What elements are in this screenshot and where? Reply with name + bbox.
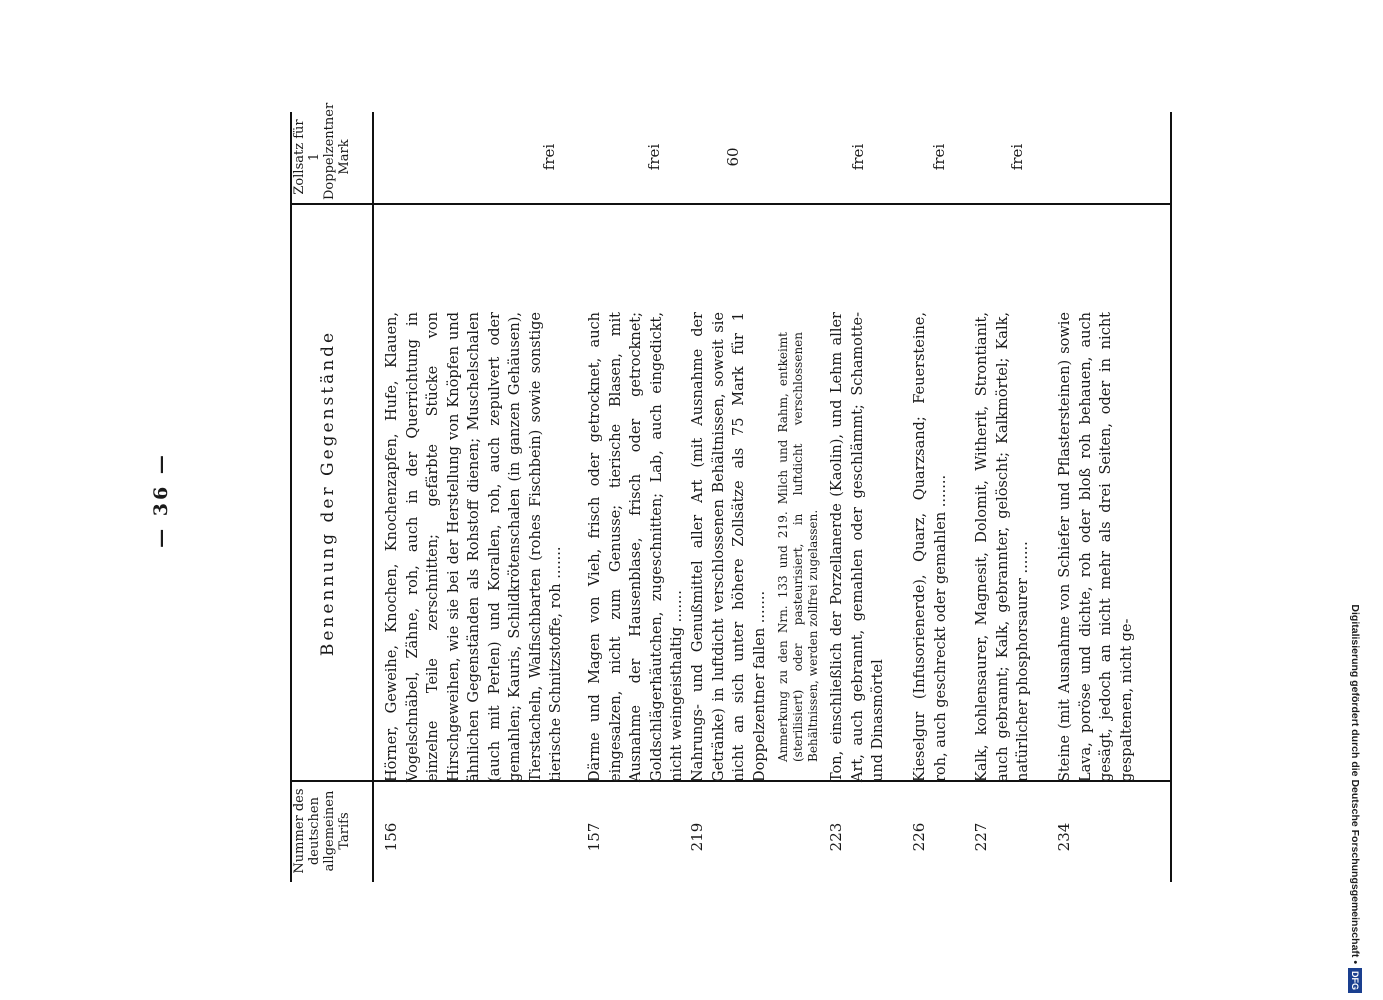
row-rate: frei: [540, 143, 558, 171]
row-text: Kieselgur (Infusorienerde), Quarz, Quarzsand; Feuersteine, roh, auch geschreckt oder gemahlen .......: [912, 312, 949, 782]
table-top-rule: [290, 112, 292, 882]
row-text: Hörner, Geweihe, Knochen, Knochenzapfen, Hufe, Klauen, Vogelschnäbel, Zähne, roh, auch in der Querrichtung in einzelne Teile zerschnitten; gefärbte Stücke von Hirschgeweihen, wie sie bei der Herstellung von Knöpfen und ähnlichen Gegenständen als Rohstoff dienen; Muschelschalen (auch mit Perlen) und Korallen, roh, auch zepulvert oder gemahlen; Kauris, Schildkrötenschalen (in ganzen Gehäusen), Tierstacheln, Walfischbarten (rohes Fischbein) sowie sonstige tierische Schnitzstoffe, roh .......: [384, 312, 564, 782]
row-text: Nahrungs- und Genußmittel aller Art (mit Ausnahme der Getränke) in luftdicht verschlossenen Behältnissen, soweit sie nicht an sich unter höhere Zollsätze als 75 Mark für 1 Doppelzentner fallen ....... Anmerkung zu den Nrn. 133 und 219. Milch und Rahm, entkeimt (sterilisiert) oder pasteurisiert, in luftdicht verschlossenen Behältnissen, werden zollfrei zugelassen.: [690, 312, 820, 782]
row-number: 234: [1055, 822, 1073, 852]
table-header-rule: [372, 112, 374, 882]
dfg-logo: DFG: [1348, 968, 1362, 993]
page-number: — 36 —: [150, 452, 172, 548]
row-number: 219: [688, 822, 706, 852]
row-text: Steine (mit Ausnahme von Schiefer und Pflastersteinen) sowie Lava, poröse und dichte, roh oder bloß roh behauen, auch gesägt, jedoch an nicht mehr als drei Seiten, oder in nicht gespaltenen, nicht ge-: [1057, 312, 1135, 782]
row-number: 157: [585, 822, 603, 852]
row-text: Ton, einschließlich der Porzellanerde (Kaolin), und Lehm aller Art, auch gebrannt, gemahlen oder geschlämmt; Schamotte- und Dinasmörtel: [829, 312, 886, 782]
header-items: Benennung der Gegenstände: [318, 329, 338, 657]
row-note: Anmerkung zu den Nrn. 133 und 219. Milch und Rahm, entkeimt (sterilisiert) oder pasteurisiert, in luftdicht verschlossenen Behältnissen, werden zollfrei zugelassen.: [776, 332, 820, 762]
header-rate: Zollsatz für 1 Doppelzentner Mark: [292, 102, 352, 200]
column-rule-right: [290, 204, 1170, 206]
row-rate: frei: [1008, 143, 1026, 171]
row-number: 227: [972, 822, 990, 852]
row-rate: frei: [930, 143, 948, 171]
row-text: Därme und Magen von Vieh, frisch oder getrocknet, auch eingesalzen, nicht zum Genusse; tierische Blasen, mit Ausnahme der Hausenblase, frisch oder getrocknet; Goldschlägerhäutchen, zugeschnitten; Lab, auch eingedickt, nicht weingeisthaltig .......: [587, 312, 685, 782]
row-rate: 60: [724, 147, 742, 167]
row-text: Kalk, kohlensaurer, Magnesit, Dolomit, Witherit, Strontianit, auch gebrannt; Kalk, gebrannter, gelöscht; Kalkmörtel; Kalk, natürlicher phosphorsaurer .......: [974, 312, 1031, 782]
table-bottom-rule: [1170, 112, 1172, 882]
row-number: 226: [910, 822, 928, 852]
row-rate: frei: [645, 143, 663, 171]
row-number: 223: [827, 822, 845, 852]
row-rate: frei: [849, 143, 867, 171]
digitisation-credit: [1340, 8, 1370, 993]
header-number: Nummer des deutschen allgemeinen Tarifs: [292, 788, 352, 874]
credit-text: Digitalisierung gefördert durch die Deutsche Forschungsgemeinschaft •: [1349, 604, 1361, 964]
row-number: 156: [382, 822, 400, 852]
